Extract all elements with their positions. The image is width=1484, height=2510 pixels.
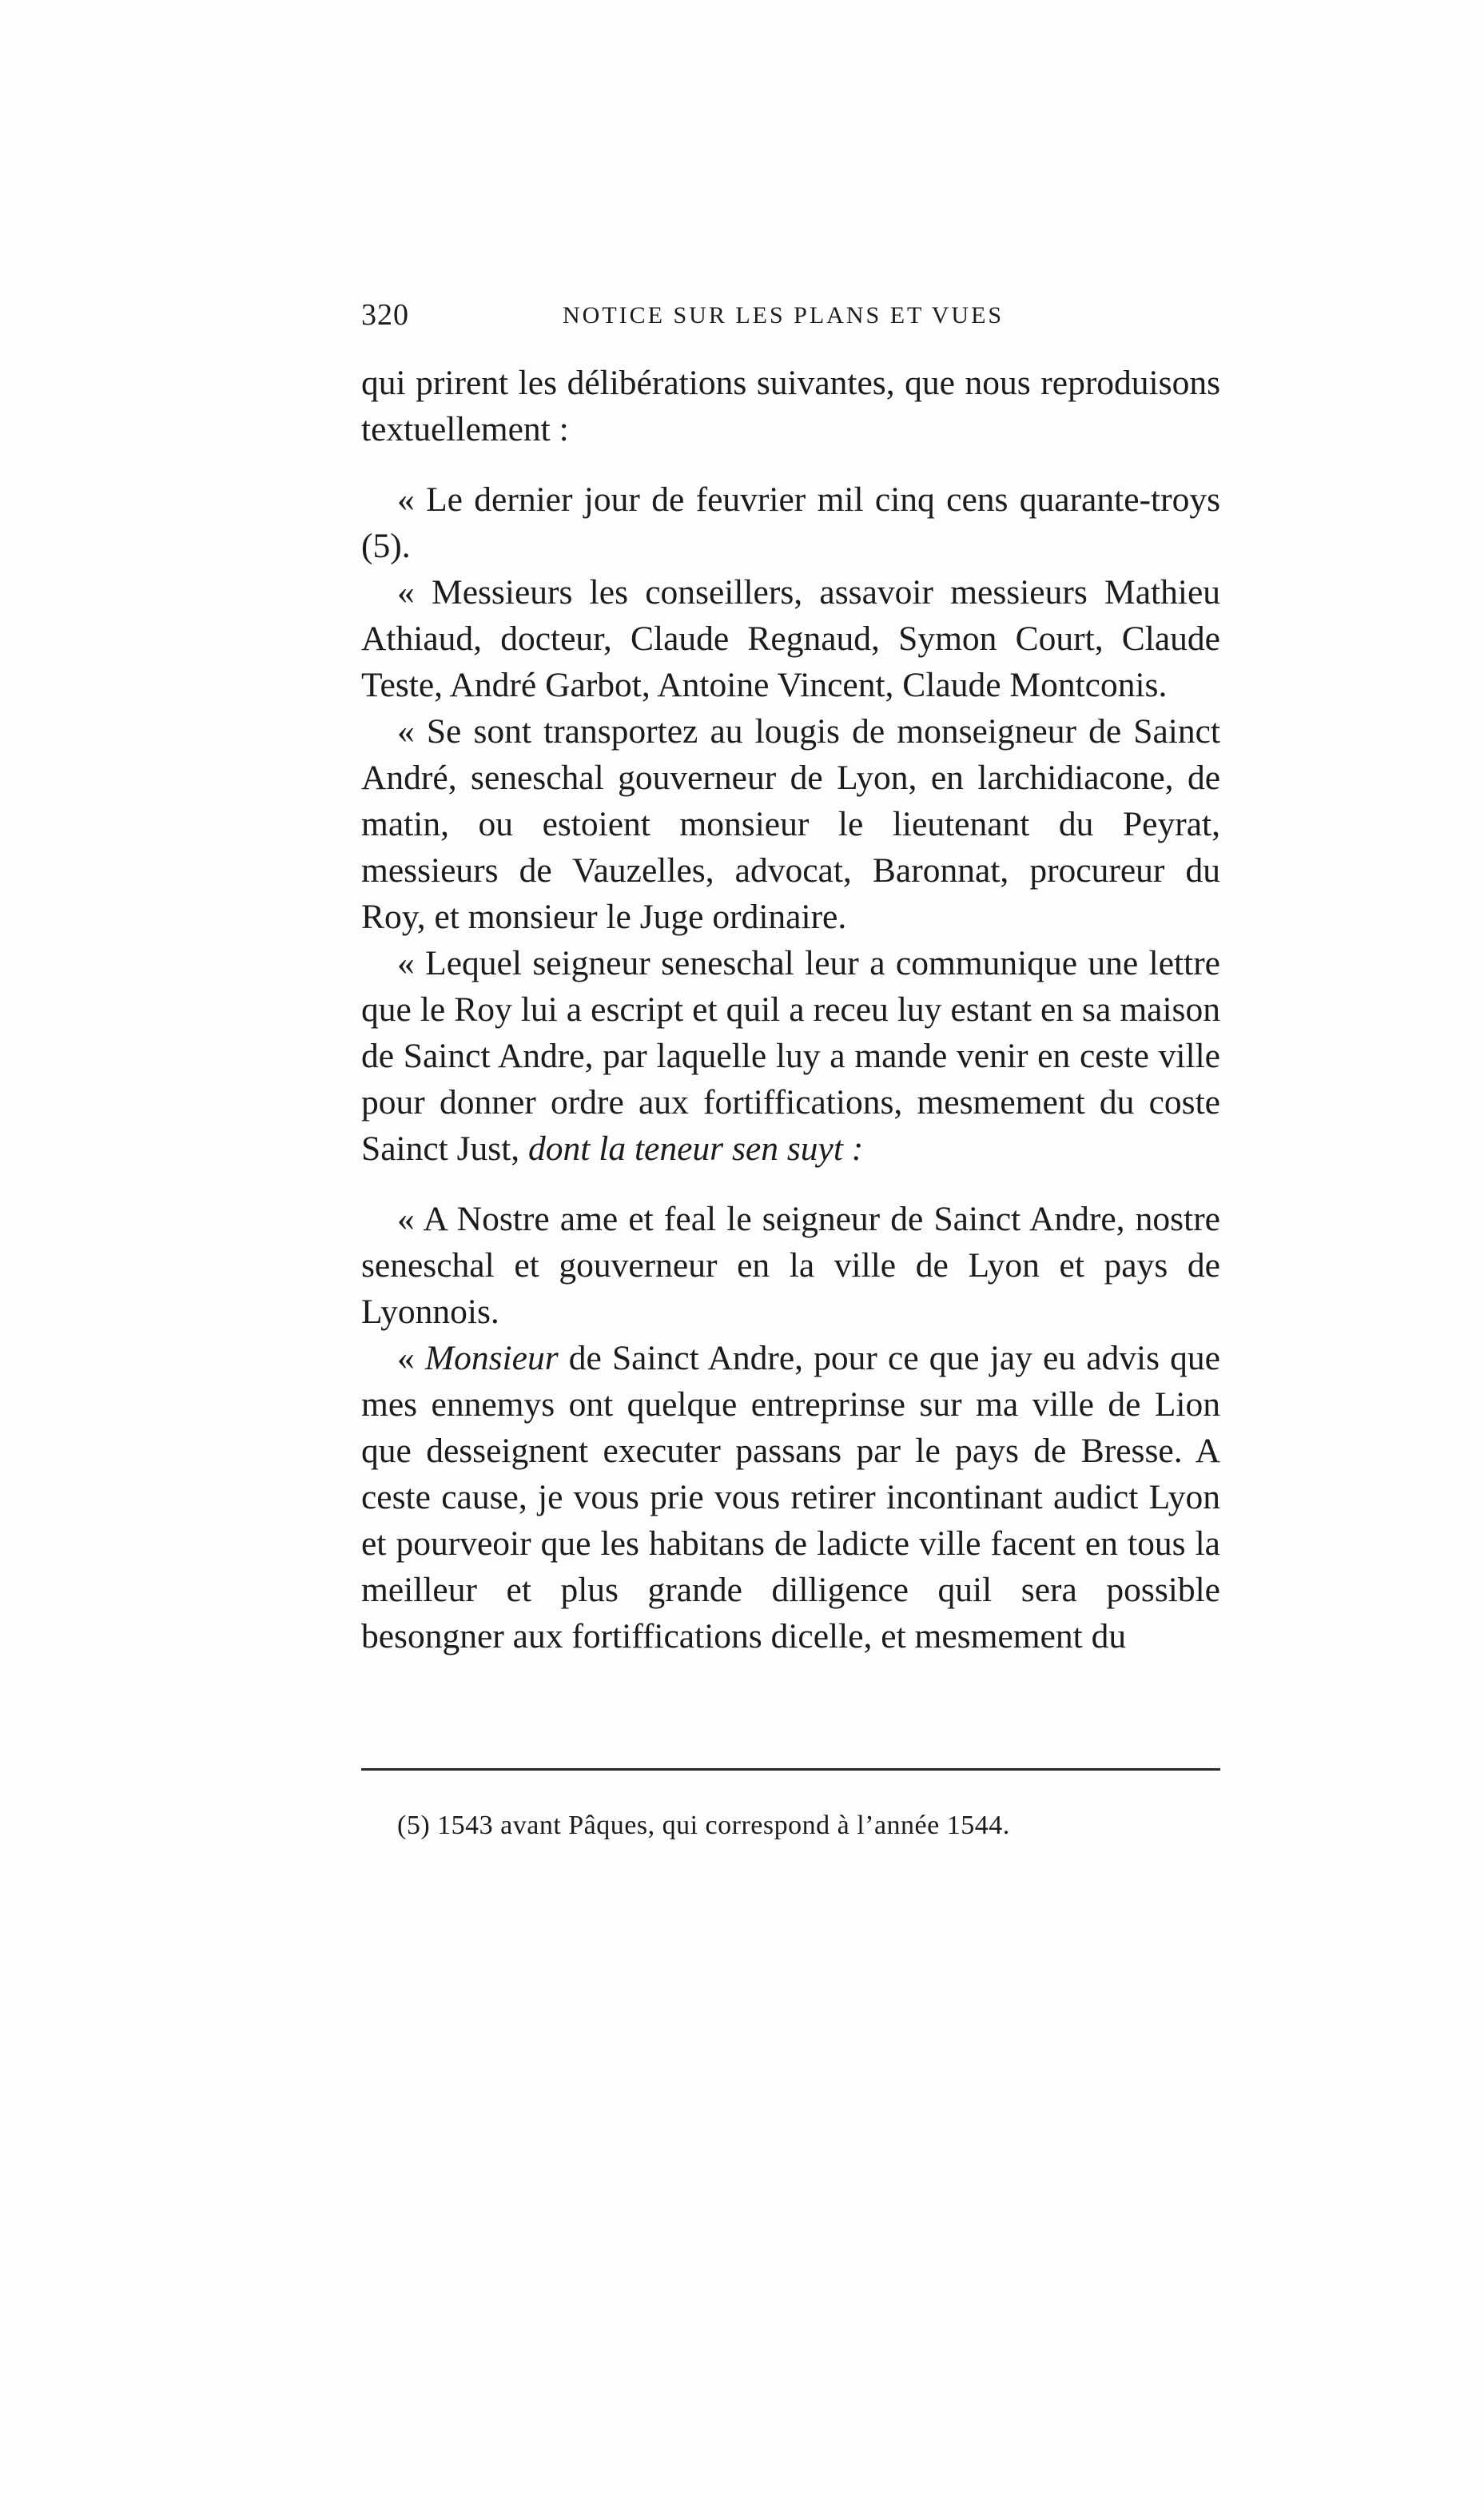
- letter-intro-text: « Lequel seigneur seneschal leur a communique une lettre que le Roy lui a escript et quil a receu luy estant en sa maison de Sainct Andre, par laquelle luy a mande venir en ceste ville pour donner ordre aux fortiffications, mesmement du coste Sainct Just,: [361, 944, 1220, 1168]
- footnote: (5) 1543 avant Pâques, qui correspond à l’année 1544.: [397, 1811, 1010, 1840]
- paragraph-intro: qui prirent les délibérations suivantes, que nous reproduisons textuellement :: [361, 364, 1220, 448]
- body-text: [361, 360, 1220, 1659]
- paragraph-visit: « Se sont transportez au lougis de monseigneur de Sainct André, seneschal gouverneur de Lyon, en larchidiacone, de matin, ou estoient monsieur le lieutenant du Peyrat, messieurs de Vauzelles, advocat, Baronnat, procureur du Roy, et monsieur le Juge ordinaire.: [361, 712, 1220, 936]
- page-header: [361, 297, 1220, 345]
- letter-salutation: Monsieur: [424, 1339, 559, 1377]
- page-number: 320: [361, 298, 409, 332]
- paragraph-letter-body: [361, 1335, 1220, 1659]
- paragraph-councillors: « Messieurs les conseillers, assavoir messieurs Mathieu Athiaud, docteur, Claude Regnaud, Symon Court, Claude Teste, André Garbot, Antoine Vincent, Claude Montconis.: [361, 573, 1220, 704]
- paragraph-address: « A Nostre ame et feal le seigneur de Sainct Andre, nostre seneschal et gouverneur en la ville de Lyon et pays de Lyonnois.: [361, 1200, 1220, 1331]
- paragraph-date: « Le dernier jour de feuvrier mil cinq cens quarante-troys (5).: [361, 480, 1220, 565]
- letter-body-text: de Sainct Andre, pour ce que jay eu advis que mes ennemys ont quelque entreprinse sur ma ville de Lion que desseignent executer passans par le pays de Bresse. A ceste cause, je vous prie vous retirer incontinant audict Lyon et pourveoir que les habitans de ladicte ville facent en tous la meilleur et plus grande dilligence quil sera possible besongner aux fortiffications dicelle, et mesmement du: [361, 1339, 1220, 1655]
- footnote-rule: [361, 1768, 1220, 1771]
- paragraph-letter-intro: [361, 940, 1220, 1172]
- running-title: NOTICE SUR LES PLANS ET VUES: [563, 302, 1005, 329]
- letter-intro-italic: dont la teneur sen suyt :: [528, 1130, 864, 1168]
- letter-open-quote: «: [397, 1339, 415, 1377]
